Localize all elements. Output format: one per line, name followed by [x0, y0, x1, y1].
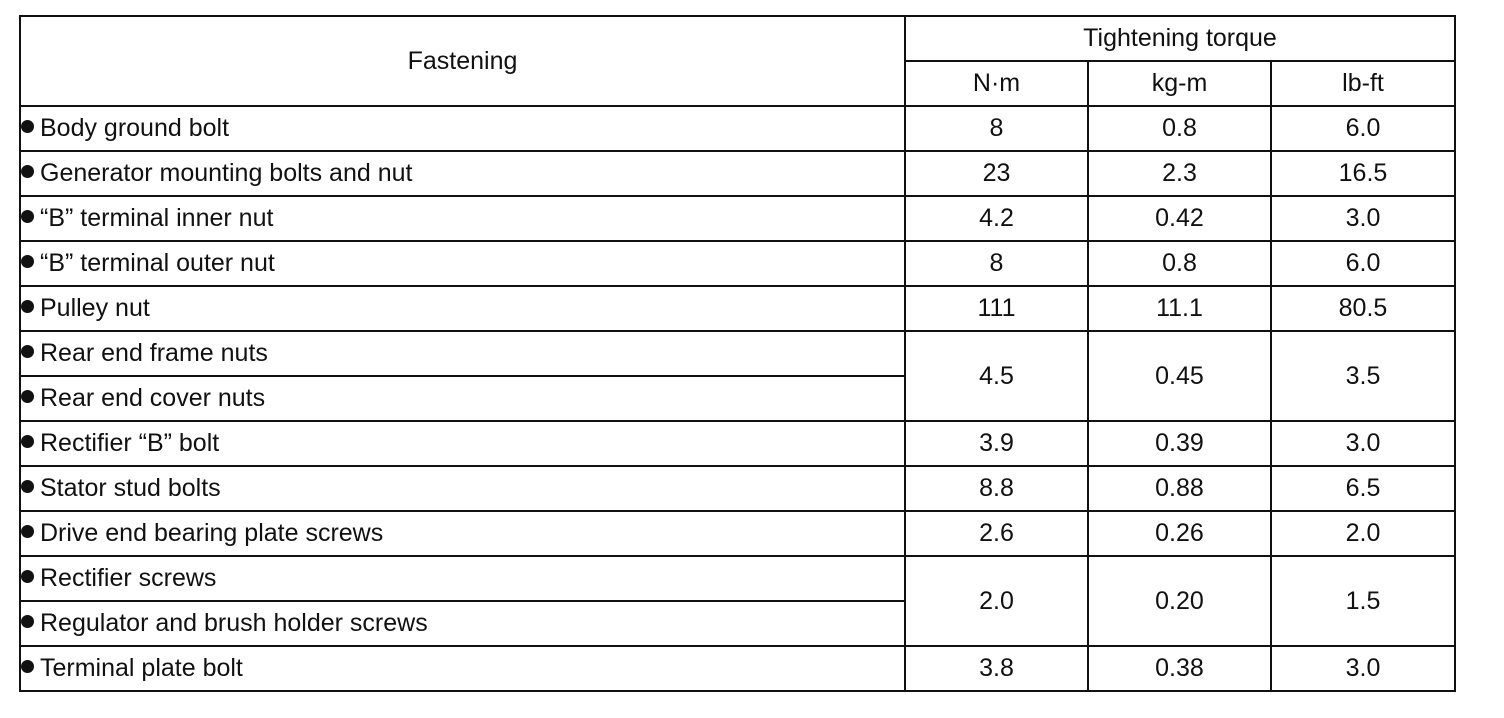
- torque-lbft-cell: 3.0: [1271, 421, 1455, 466]
- bullet-icon: [21, 570, 34, 583]
- bullet-icon: [21, 300, 34, 313]
- table-row: [20, 421, 1455, 466]
- fastening-label: Rear end cover nuts: [40, 384, 266, 412]
- torque-lbft-cell: 3.0: [1271, 646, 1455, 691]
- fastening-label: Terminal plate bolt: [40, 654, 243, 682]
- table-row: [20, 151, 1455, 196]
- fastening-cell: [20, 106, 905, 151]
- torque-nm-cell: 8: [905, 106, 1088, 151]
- torque-lbft-cell: 3.5: [1271, 331, 1455, 421]
- fastening-label: Rectifier “B” bolt: [40, 429, 220, 457]
- bullet-icon: [21, 165, 34, 178]
- table-header: [20, 16, 1455, 106]
- unit-header-lbft: lb-ft: [1271, 61, 1455, 106]
- torque-header: Tightening torque: [905, 16, 1455, 61]
- table-row: [20, 511, 1455, 556]
- fastening-label: Drive end bearing plate screws: [40, 519, 384, 547]
- torque-kgm-cell: 0.39: [1088, 421, 1271, 466]
- torque-lbft-cell: 6.0: [1271, 241, 1455, 286]
- fastening-label: “B” terminal inner nut: [40, 204, 274, 232]
- torque-nm-cell: 3.8: [905, 646, 1088, 691]
- torque-lbft-cell: 16.5: [1271, 151, 1455, 196]
- torque-nm-cell: 4.2: [905, 196, 1088, 241]
- bullet-icon: [21, 255, 34, 268]
- bullet-icon: [21, 120, 34, 133]
- torque-lbft-cell: 6.5: [1271, 466, 1455, 511]
- torque-kgm-cell: 0.8: [1088, 106, 1271, 151]
- torque-table: [19, 15, 1456, 692]
- torque-nm-cell: 2.6: [905, 511, 1088, 556]
- torque-nm-cell: 3.9: [905, 421, 1088, 466]
- fastening-label: Rear end frame nuts: [40, 339, 268, 367]
- torque-nm-cell: 111: [905, 286, 1088, 331]
- torque-lbft-cell: 6.0: [1271, 106, 1455, 151]
- torque-kgm-cell: 2.3: [1088, 151, 1271, 196]
- bullet-icon: [21, 390, 34, 403]
- torque-nm-cell: 8.8: [905, 466, 1088, 511]
- unit-header-kgm: kg-m: [1088, 61, 1271, 106]
- table-row: [20, 646, 1455, 691]
- torque-kgm-cell: 0.45: [1088, 331, 1271, 421]
- torque-kgm-cell: 11.1: [1088, 286, 1271, 331]
- table-body: [20, 106, 1455, 691]
- bullet-icon: [21, 480, 34, 493]
- torque-lbft-cell: 80.5: [1271, 286, 1455, 331]
- table-row: [20, 466, 1455, 511]
- fastening-label: Stator stud bolts: [40, 474, 221, 502]
- fastening-header: Fastening: [20, 16, 905, 106]
- table-row: [20, 196, 1455, 241]
- fastening-cell: [20, 511, 905, 556]
- fastening-cell: [20, 331, 905, 376]
- torque-lbft-cell: 2.0: [1271, 511, 1455, 556]
- fastening-cell: [20, 556, 905, 601]
- table-row: [20, 106, 1455, 151]
- table-row: [20, 241, 1455, 286]
- bullet-icon: [21, 345, 34, 358]
- torque-kgm-cell: 0.20: [1088, 556, 1271, 646]
- torque-kgm-cell: 0.8: [1088, 241, 1271, 286]
- fastening-cell: [20, 151, 905, 196]
- torque-lbft-cell: 3.0: [1271, 196, 1455, 241]
- fastening-label: Pulley nut: [40, 294, 150, 322]
- fastening-label: Generator mounting bolts and nut: [40, 159, 413, 187]
- torque-kgm-cell: 0.26: [1088, 511, 1271, 556]
- fastening-cell: [20, 466, 905, 511]
- torque-nm-cell: 23: [905, 151, 1088, 196]
- table-row: [20, 286, 1455, 331]
- table-row: [20, 331, 1455, 376]
- bullet-icon: [21, 525, 34, 538]
- fastening-label: “B” terminal outer nut: [40, 249, 275, 277]
- fastening-label: Body ground bolt: [40, 114, 230, 142]
- torque-nm-cell: 2.0: [905, 556, 1088, 646]
- torque-kgm-cell: 0.88: [1088, 466, 1271, 511]
- table-row: [20, 556, 1455, 601]
- fastening-cell: [20, 196, 905, 241]
- bullet-icon: [21, 615, 34, 628]
- fastening-cell: [20, 241, 905, 286]
- torque-kgm-cell: 0.38: [1088, 646, 1271, 691]
- bullet-icon: [21, 660, 34, 673]
- header-row-top: [20, 16, 1455, 61]
- torque-kgm-cell: 0.42: [1088, 196, 1271, 241]
- bullet-icon: [21, 210, 34, 223]
- fastening-cell: [20, 646, 905, 691]
- torque-nm-cell: 8: [905, 241, 1088, 286]
- unit-header-nm: N·m: [905, 61, 1088, 106]
- fastening-cell: [20, 421, 905, 466]
- bullet-icon: [21, 435, 34, 448]
- torque-lbft-cell: 1.5: [1271, 556, 1455, 646]
- fastening-label: Rectifier screws: [40, 564, 217, 592]
- fastening-cell: [20, 376, 905, 421]
- fastening-cell: [20, 601, 905, 646]
- torque-nm-cell: 4.5: [905, 331, 1088, 421]
- fastening-cell: [20, 286, 905, 331]
- fastening-label: Regulator and brush holder screws: [40, 609, 428, 637]
